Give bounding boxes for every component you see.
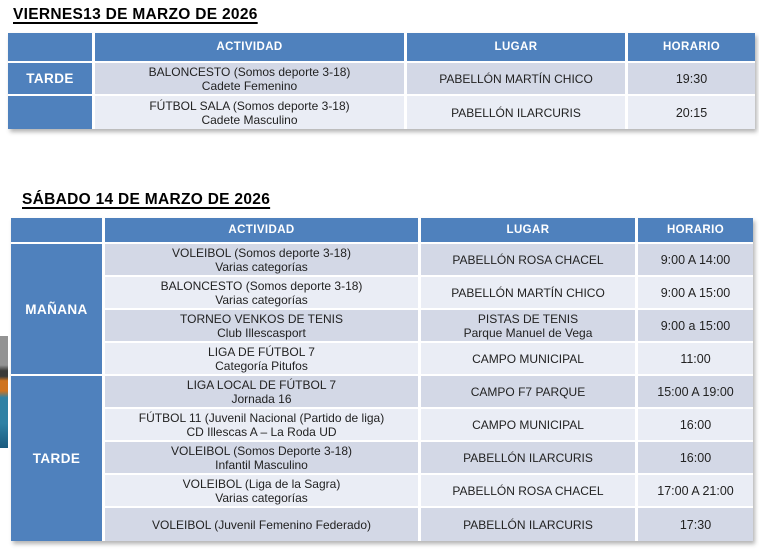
time-cell-line: 9:00 A 14:00 <box>660 252 731 267</box>
activity-cell-line: FÚTBOL 11 (Juvenil Nacional (Partido de liga) <box>138 410 385 425</box>
column-header-lugar: LUGAR <box>421 218 638 244</box>
activity-cell-line: Infantil Masculino <box>215 457 308 472</box>
venue-cell <box>421 508 638 541</box>
time-cell <box>638 409 753 442</box>
table-row <box>11 508 753 541</box>
time-block-label: MAÑANA <box>11 244 105 376</box>
activity-cell-line: BALONCESTO (Somos deporte 3-18) <box>160 278 363 293</box>
time-cell <box>628 63 755 96</box>
venue-cell <box>407 96 628 129</box>
table-row <box>11 376 753 409</box>
activity-cell-line: FÚTBOL SALA (Somos deporte 3-18) <box>149 98 350 113</box>
table-row <box>11 310 753 343</box>
venue-cell-line: PABELLÓN ILARCURIS <box>451 105 581 120</box>
activity-cell-line: Categoría Pitufos <box>215 358 308 373</box>
time-cell-line: 9:00 A 15:00 <box>660 285 731 300</box>
activity-cell <box>105 310 421 343</box>
activity-cell-line: VOLEIBOL (Juvenil Femenino Federado) <box>152 517 371 532</box>
column-header-horario: HORARIO <box>628 33 755 63</box>
table-row <box>8 96 755 129</box>
time-cell <box>638 475 753 508</box>
activity-cell <box>105 409 421 442</box>
activity-cell-line: TORNEO VENKOS DE TENIS <box>180 311 343 326</box>
venue-cell-line: PABELLÓN ILARCURIS <box>463 517 593 532</box>
activity-cell-line: LIGA LOCAL DE FÚTBOL 7 <box>186 377 337 392</box>
time-cell <box>638 442 753 475</box>
column-header-actividad: ACTIVIDAD <box>105 218 421 244</box>
activity-cell <box>105 376 421 409</box>
activity-cell-line: Varias categorías <box>215 292 308 307</box>
activity-cell <box>105 277 421 310</box>
saturday-schedule-table <box>11 218 753 541</box>
activity-cell-line: Cadete Femenino <box>201 78 298 93</box>
time-cell-line: 16:00 <box>679 450 712 465</box>
activity-cell <box>105 508 421 541</box>
activity-cell-line: Varias categorías <box>215 490 308 505</box>
venue-cell-line: PABELLÓN ROSA CHACEL <box>452 483 604 498</box>
time-block-label: TARDE <box>8 63 95 96</box>
time-cell <box>628 96 755 129</box>
time-cell <box>638 244 753 277</box>
activity-cell <box>105 244 421 277</box>
activity-cell-line: CD Illescas A – La Roda UD <box>186 424 337 439</box>
venue-cell <box>421 442 638 475</box>
time-cell-line: 20:15 <box>675 105 708 120</box>
corner-cell <box>11 218 105 244</box>
friday-schedule-table <box>8 33 755 129</box>
time-cell <box>638 508 753 541</box>
venue-cell-line: CAMPO MUNICIPAL <box>472 417 584 432</box>
cropped-photo-edge <box>0 336 8 448</box>
venue-cell <box>421 277 638 310</box>
saturday-section-title: SÁBADO 14 DE MARZO DE 2026 <box>22 191 271 208</box>
time-cell-line: 17:00 A 21:00 <box>657 483 734 498</box>
activity-cell <box>105 442 421 475</box>
friday-section-title: VIERNES13 DE MARZO DE 2026 <box>13 6 258 23</box>
venue-cell-line: PABELLÓN MARTÍN CHICO <box>451 285 605 300</box>
time-cell <box>638 310 753 343</box>
time-block-label: TARDE <box>11 376 105 541</box>
venue-cell-line: CAMPO F7 PARQUE <box>470 384 586 399</box>
table-row <box>11 442 753 475</box>
time-cell <box>638 277 753 310</box>
activity-cell-line: Varias categorías <box>215 259 308 274</box>
activity-cell-line: VOLEIBOL (Somos Deporte 3-18) <box>171 443 352 458</box>
activity-cell <box>95 96 407 129</box>
table-row <box>11 343 753 376</box>
activity-cell-line: LIGA DE FÚTBOL 7 <box>208 344 315 359</box>
corner-cell <box>8 33 95 63</box>
venue-cell-line: PISTAS DE TENIS <box>477 311 579 326</box>
time-cell <box>638 376 753 409</box>
venue-cell <box>421 343 638 376</box>
venue-cell-line: CAMPO MUNICIPAL <box>472 351 584 366</box>
activity-cell-line: VOLEIBOL (Somos deporte 3-18) <box>172 245 351 260</box>
table-row <box>11 475 753 508</box>
column-header-lugar: LUGAR <box>407 33 628 63</box>
time-cell-line: 16:00 <box>679 417 712 432</box>
activity-cell <box>105 343 421 376</box>
time-cell <box>638 343 753 376</box>
venue-cell <box>421 376 638 409</box>
activity-cell <box>95 63 407 96</box>
activity-cell-line: Jornada 16 <box>231 391 292 406</box>
time-cell-line: 9:00 a 15:00 <box>660 318 731 333</box>
venue-cell-line: PABELLÓN ROSA CHACEL <box>452 252 604 267</box>
venue-cell-line: Parque Manuel de Vega <box>463 325 593 340</box>
activity-cell <box>105 475 421 508</box>
venue-cell <box>421 475 638 508</box>
table-row <box>11 409 753 442</box>
activity-cell-line: VOLEIBOL (Liga de la Sagra) <box>182 476 341 491</box>
time-cell-line: 19:30 <box>675 71 708 86</box>
column-header-actividad: ACTIVIDAD <box>95 33 407 63</box>
time-block-label <box>8 96 95 129</box>
venue-cell <box>421 310 638 343</box>
header-row <box>11 218 753 244</box>
time-cell-line: 17:30 <box>679 517 712 532</box>
venue-cell-line: PABELLÓN ILARCURIS <box>463 450 593 465</box>
venue-cell-line: PABELLÓN MARTÍN CHICO <box>439 71 593 86</box>
activity-cell-line: Club Illescasport <box>217 325 306 340</box>
table-row <box>11 244 753 277</box>
venue-cell <box>421 409 638 442</box>
time-cell-line: 11:00 <box>680 351 711 366</box>
time-cell-line: 15:00 A 19:00 <box>657 384 734 399</box>
venue-cell <box>407 63 628 96</box>
header-row <box>8 33 755 63</box>
table-row <box>8 63 755 96</box>
activity-cell-line: BALONCESTO (Somos deporte 3-18) <box>148 64 351 79</box>
activity-cell-line: Cadete Masculino <box>201 112 298 127</box>
column-header-horario: HORARIO <box>638 218 753 244</box>
table-row <box>11 277 753 310</box>
venue-cell <box>421 244 638 277</box>
